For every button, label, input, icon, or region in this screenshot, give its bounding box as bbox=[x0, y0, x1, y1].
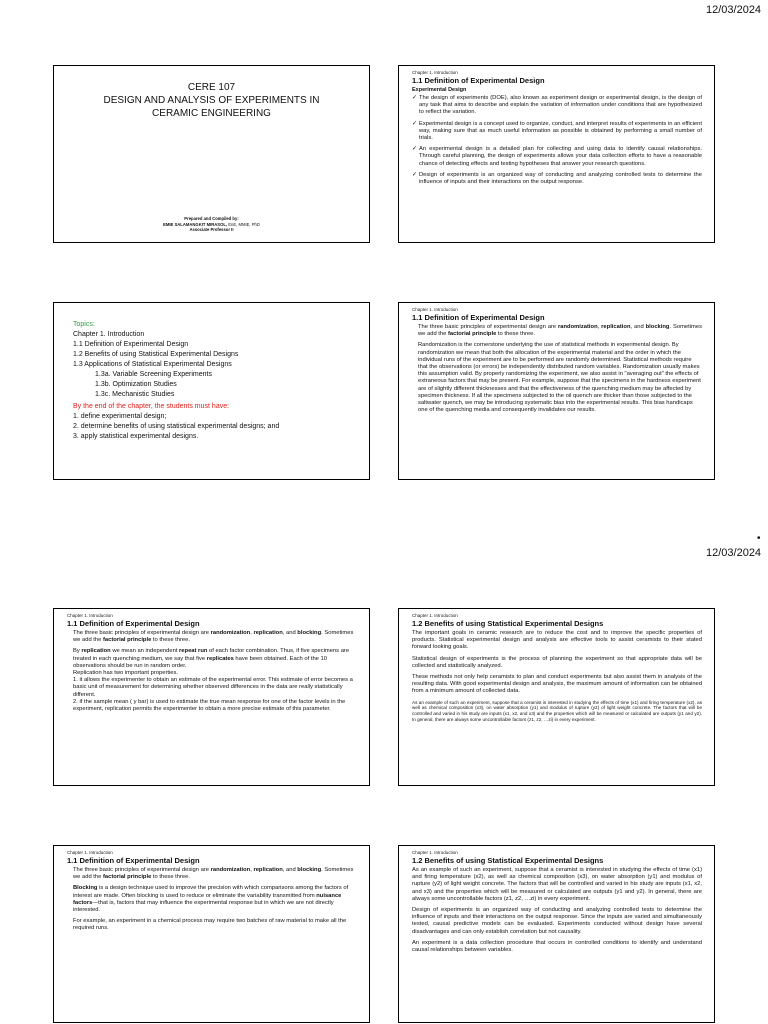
slide-replication bbox=[53, 608, 370, 786]
page-date-middle: 12/03/2024 bbox=[706, 547, 762, 559]
check-icon: ✓ bbox=[412, 171, 417, 178]
slide-body bbox=[412, 630, 702, 723]
chapter-label: Chapter 1. Introduction bbox=[67, 850, 113, 855]
topic-subitem: 1.3b. Optimization Studies bbox=[95, 381, 177, 388]
benefits-example: As an example of such an experiment, suppose that a ceramist is interested in studying the effects of time (x1) and firing temperature (x2), as well as chemical composition (x3), on water absorption (y1) and modulus of rupture (y2) of light weight concrete. The factors that will be controlled and varied in his study are inputs (x1, x2, and x3) and the properties which will be measured or calculated are outputs (y1 and y2). In general, there are always some uncontrollable factors (z1, z2, …zi) in every experiment. bbox=[412, 699, 702, 723]
topics-label: Topics: bbox=[73, 321, 95, 328]
slide-benefits bbox=[398, 608, 715, 786]
slide-randomization bbox=[398, 302, 715, 480]
property-two: 2. if the sample mean ( y bar) is used to estimate the true mean response for one of the factor levels in the experiment, replication permits the experimenter to obtain a more precise estimate of this parameter. bbox=[73, 698, 346, 713]
credits bbox=[54, 216, 369, 233]
objective-item: 2. determine benefits of using statistical experimental designs; and bbox=[73, 423, 280, 430]
stray-mark: • bbox=[757, 533, 761, 544]
topic-subitem: 1.3c. Mechanistic Studies bbox=[95, 391, 175, 398]
course-title-line1: DESIGN AND ANALYSIS OF EXPERIMENTS IN bbox=[103, 95, 320, 106]
replication-paragraph: By replication we mean an independent repeat run of each factor combination. Thus, if five specimens are treated in each quenching medium, we say that five replicates have been obtained. Each of the 10 observations should be run in random order. bbox=[73, 648, 350, 669]
check-icon: ✓ bbox=[412, 95, 417, 101]
benefits-paragraph: Design of experiments is an organized way of conducting and analyzing controlled tests to determine the influence of inputs and their interactions on the output response. Since the inputs are varied and simultaneously tested, causal predictive models can be evaluated. Experiments conducted without design have several disadvantages and can only establish correlation but not causality. bbox=[412, 907, 702, 935]
prepared-label: Prepared and Compiled by: bbox=[184, 216, 239, 221]
topic-subitem: 1.3a. Variable Screening Experiments bbox=[95, 371, 212, 378]
slide-blocking bbox=[53, 845, 370, 1023]
topic-item: 1.1 Definition of Experimental Design bbox=[73, 341, 189, 348]
blocking-example: For example, an experiment in a chemical process may require two batches of raw material to make all the required runs. bbox=[73, 918, 347, 932]
slide-body bbox=[412, 867, 702, 954]
slide-benefits-continued bbox=[398, 845, 715, 1023]
slide-heading: 1.1 Definition of Experimental Design bbox=[412, 313, 545, 322]
principles-intro: The three basic principles of experimental design are randomization, replication, and blocking. Sometimes we add the factorial principle to these three. bbox=[73, 867, 354, 881]
slide-heading: 1.1 Definition of Experimental Design bbox=[67, 856, 200, 865]
bullet-item: ✓ Design of experiments is an organized way of conducting and analyzing controlled tests to determine the influence of inputs and their interactions on the output response. bbox=[412, 171, 702, 186]
replication-properties: Replication has two important properties. bbox=[73, 670, 179, 677]
property-one: 1. it allows the experimenter to obtain an estimate of the experimental error. This estimate of error becomes a basic unit of measurement for determining whether observed differences in the data are really statistically different. bbox=[73, 677, 353, 698]
slide-topics bbox=[53, 302, 370, 480]
slide-body bbox=[67, 630, 357, 713]
bullet-item: ✓ An experimental design is a detailed plan for collecting and using data to identify causal relationships. Through careful planning, the design of experiments allows your data collection efforts to have a reasonable chance of detecting effects and testing hypotheses that answer your research questions. bbox=[412, 146, 702, 167]
page-date-top: 12/03/2024 bbox=[706, 4, 762, 16]
bullet-item: ✓ Experimental design is a concept used to organize, conduct, and interpret results of experiments in an efficient way, making sure that as much useful information as possible is obtained by performing a small number of trials. bbox=[412, 120, 702, 142]
benefits-paragraph: An experiment is a data collection procedure that occurs in controlled conditions to identify and understand causal relationships between variables. bbox=[412, 939, 702, 954]
blocking-paragraph: Blocking is a design technique used to improve the precision with which comparisons among the factors of interest are made. Often blocking is used to reduce or eliminate the variability transmitted from nuisance factors—that is, factors that may influence the experimental response but in which we are not directly interested. bbox=[73, 885, 349, 914]
author-position: Associate Professor II bbox=[189, 227, 234, 232]
objective-item: 1. define experimental design; bbox=[73, 413, 167, 420]
topic-item: Chapter 1. Introduction bbox=[73, 331, 145, 338]
chapter-label: Chapter 1. Introduction bbox=[412, 70, 458, 75]
topic-item: 1.3 Applications of Statistical Experimental Designs bbox=[73, 361, 232, 368]
topics-list bbox=[73, 320, 369, 442]
slide-heading: 1.1 Definition of Experimental Design bbox=[67, 619, 200, 628]
objective-item: 3. apply statistical experimental designs. bbox=[73, 433, 199, 440]
course-code: CERE 107 bbox=[187, 82, 236, 93]
benefits-paragraph: These methods not only help ceramists to plan and conduct experiments but also assist them in analysis of the resulting data. With good experimental design and analysis, the maximum amount of information can be obtained from a minimum amount of collected data. bbox=[412, 674, 703, 695]
topic-item: 1.2 Benefits of using Statistical Experimental Designs bbox=[73, 351, 239, 358]
check-icon: ✓ bbox=[412, 120, 417, 127]
slide-heading: 1.2 Benefits of using Statistical Experimental Designs bbox=[412, 619, 604, 628]
randomization-paragraph: Randomization is the cornerstone underlying the use of statistical methods in experimental design. By randomization we mean that both the allocation of the experimental material and the order in which the individual runs of the experiment are to be performed are randomly determined. Statistical methods require that the observations (or errors) be independently distributed random variables. Randomization usually makes this assumption valid. By properly randomizing the experiment, we also assist in "averaging out" the effects of extraneous factors that may be present. For example, suppose that the specimens in the hardness experiment are of slightly different thicknesses and that the effectiveness of the quenching medium may be affected by specimen thickness. If all the specimens subjected to the oil quench are thicker than those subjected to the saltwater quench, we may be introducing systematic bias into the experimental results. This bias handicaps one of the quenching media and consequently invalidates our results. bbox=[418, 342, 701, 414]
bullet-item: ✓ The design of experiments (DOE), also known as experiment design or experimental design, is the design of any task that aims to describe and explain the variation of information under conditions that are hypothesized to reflect the variation. bbox=[412, 95, 702, 116]
principles-intro: The three basic principles of experimental design are randomization, replication, and blocking. Sometimes we add the factorial principle to these three. bbox=[73, 630, 354, 644]
subheading: Experimental Design bbox=[412, 87, 467, 93]
chapter-label: Chapter 1. Introduction bbox=[412, 307, 458, 312]
slide-body bbox=[412, 324, 702, 414]
course-title-line2: CERAMIC ENGINEERING bbox=[152, 108, 271, 119]
chapter-label: Chapter 1. Introduction bbox=[412, 613, 458, 618]
principles-intro: The three basic principles of experimental design are randomization, replication, and blocking. Sometimes we add the factorial principle to these three. bbox=[418, 324, 702, 338]
objectives-label: By the end of the chapter, the students must have: bbox=[73, 403, 230, 410]
check-icon: ✓ bbox=[412, 146, 417, 153]
slide-heading: 1.2 Benefits of using Statistical Experimental Designs bbox=[412, 856, 604, 865]
chapter-label: Chapter 1. Introduction bbox=[412, 850, 458, 855]
chapter-label: Chapter 1. Introduction bbox=[67, 613, 113, 618]
slide-heading: 1.1 Definition of Experimental Design bbox=[412, 76, 545, 85]
slide-body bbox=[67, 867, 357, 933]
slide-definition bbox=[398, 65, 715, 243]
author-degrees: EnE, MMIE, PhD bbox=[228, 221, 260, 227]
benefits-paragraph: As an example of such an experiment, suppose that a ceramist is interested in studying the effects of time (x1) and firing temperature (x2), as well as chemical composition (x3), on water absorption (y1) and modulus of rupture (y2) of light weight concrete. The factors that will be controlled and varied in his study are inputs (x1, x2, and x3) and the properties which will be measured or calculated are outputs (y1 and y2). In general, there are always some uncontrollable factors (z1, z2, …zi) in every experiment. bbox=[412, 867, 702, 902]
benefits-paragraph: The important goals in ceramic research are to reduce the cost and to improve the specific properties of products. Statistical experimental design and analysis are effective tools to assist ceramists to their stated forward looking goals. bbox=[412, 630, 702, 651]
slide-title bbox=[53, 65, 370, 243]
author-name: EMIE SALAMANGKIT MIRASOL, bbox=[163, 221, 229, 227]
benefits-paragraph: Statistical design of experiments is the process of planning the experiment so that appropriate data will be collected and statistically analyzed. bbox=[412, 655, 702, 669]
